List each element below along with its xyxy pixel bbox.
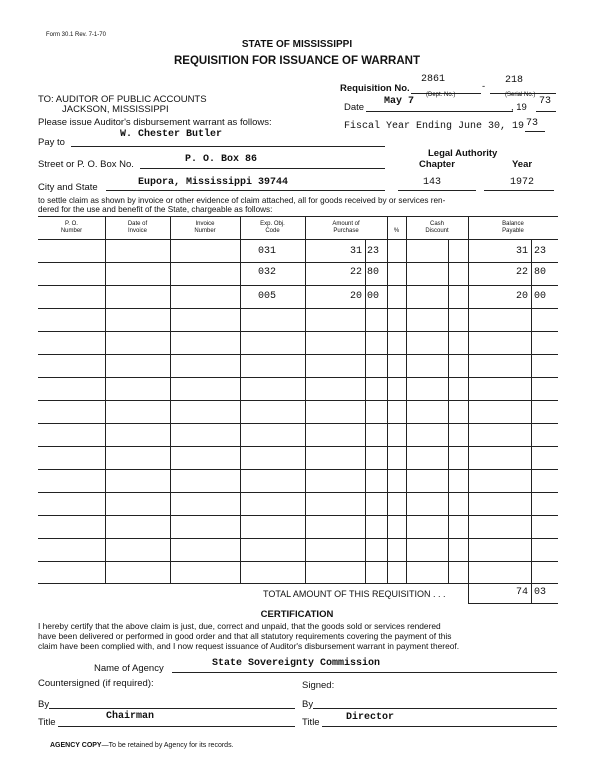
col-invoice-date: Date of Invoice: [127, 221, 148, 234]
table-row-3-amount-cents: 00: [367, 291, 380, 302]
certification-line-2: have been delivered or performed in good order and that all statutory requirements covering the payment of this: [38, 631, 452, 641]
fiscal-year-value: 73: [526, 118, 539, 129]
right-title-value: Director: [346, 712, 395, 723]
city-value: Eupora, Mississippi 39744: [138, 177, 289, 188]
to-line: TO: AUDITOR OF PUBLIC ACCOUNTS: [38, 94, 207, 105]
signed-label: Signed:: [302, 680, 335, 691]
street-label: Street or P. O. Box No.: [38, 159, 134, 170]
dept-no: 2861: [421, 74, 446, 85]
fiscal-year-label: Fiscal Year Ending June 30, 19: [344, 121, 525, 132]
certification-line-1: I hereby certify that the above claim is just, due, correct and unpaid, that the goods sold or services rendered: [38, 621, 441, 631]
total-cents: 03: [534, 587, 547, 598]
table-row-1-balance-cents: 23: [534, 246, 547, 257]
year-prefix: , 19: [511, 102, 527, 113]
col-po: P. O. Number: [60, 221, 83, 234]
certification-heading: CERTIFICATION: [260, 609, 334, 620]
city-label: City and State: [38, 182, 98, 193]
form-id: Form 30.1 Rev. 7-1-70: [46, 32, 106, 38]
table-row-1-balance: 31: [515, 246, 528, 257]
instruction: Please issue Auditor's disbursement warrant as follows:: [38, 117, 272, 128]
col-amount: Amount of Purchase: [332, 221, 360, 234]
year-value: 1972: [510, 177, 535, 188]
agency-value: State Sovereignty Commission: [212, 658, 381, 669]
pay-to-label: Pay to: [38, 137, 65, 148]
street-value: P. O. Box 86: [185, 154, 258, 165]
state-heading: STATE OF MISSISSIPPI: [241, 39, 353, 50]
date-label: Date: [344, 102, 365, 113]
serial-caption: (Serial No.): [505, 92, 536, 98]
table-row-3-balance-cents: 00: [534, 291, 547, 302]
col-percent: %: [393, 228, 400, 234]
right-title-label: Title: [302, 717, 320, 728]
table-row-1-amount: 31: [349, 246, 362, 257]
chapter-label: Chapter: [419, 159, 455, 170]
date-year: 73: [539, 96, 552, 107]
settle-text-1: to settle claim as shown by invoice or other evidence of claim attached, all for goods received by or services ren-: [38, 196, 446, 205]
left-by-label: By: [38, 699, 50, 710]
left-title-label: Title: [38, 717, 56, 728]
table-row-1-amount-cents: 23: [367, 246, 380, 257]
table-row-2-amount-cents: 80: [367, 267, 380, 278]
date-value: May 7: [384, 96, 415, 107]
right-by-label: By: [302, 699, 314, 710]
col-balance: Balance Payable: [502, 221, 524, 234]
total-amount: 74: [515, 587, 528, 598]
certification-line-3: claim have been complied with, and I now request issuance of Auditor's disbursement warrant in payment thereof.: [38, 641, 460, 651]
year-label: Year: [512, 159, 533, 170]
table-row-3-code: 005: [258, 291, 277, 302]
left-title-value: Chairman: [106, 711, 155, 722]
agency-label: Name of Agency: [94, 663, 164, 674]
pay-to-value: W. Chester Butler: [120, 129, 223, 140]
countersigned-label: Countersigned (if required):: [38, 678, 154, 689]
table-row-2-balance-cents: 80: [534, 267, 547, 278]
page-title: REQUISITION FOR ISSUANCE OF WARRANT: [174, 55, 420, 67]
table-row-1-code: 031: [258, 246, 277, 257]
dept-caption: (Dept. No.): [426, 92, 456, 98]
legal-authority-heading: Legal Authority: [428, 148, 498, 159]
footer-note: AGENCY COPY—To be retained by Agency for its records.: [50, 742, 234, 749]
jackson-line: JACKSON, MISSISSIPPI: [62, 104, 169, 115]
col-discount: Cash Discount: [425, 221, 449, 234]
settle-text-2: dered for the use and benefit of the State, chargeable as follows:: [38, 205, 273, 214]
table-row-2-balance: 22: [515, 267, 528, 278]
col-exp-code: Exp. Obj. Code: [260, 221, 285, 234]
table-row-3-amount: 20: [349, 291, 362, 302]
col-invoice-number: Invoice Number: [194, 221, 216, 234]
chapter-value: 143: [423, 177, 442, 188]
table-row-2-code: 032: [258, 267, 277, 278]
table-row-3-balance: 20: [515, 291, 528, 302]
requisition-label: Requisition No.: [340, 83, 410, 94]
serial-no: 218: [505, 75, 524, 86]
table-row-2-amount: 22: [349, 267, 362, 278]
total-label: TOTAL AMOUNT OF THIS REQUISITION . . .: [263, 589, 446, 599]
